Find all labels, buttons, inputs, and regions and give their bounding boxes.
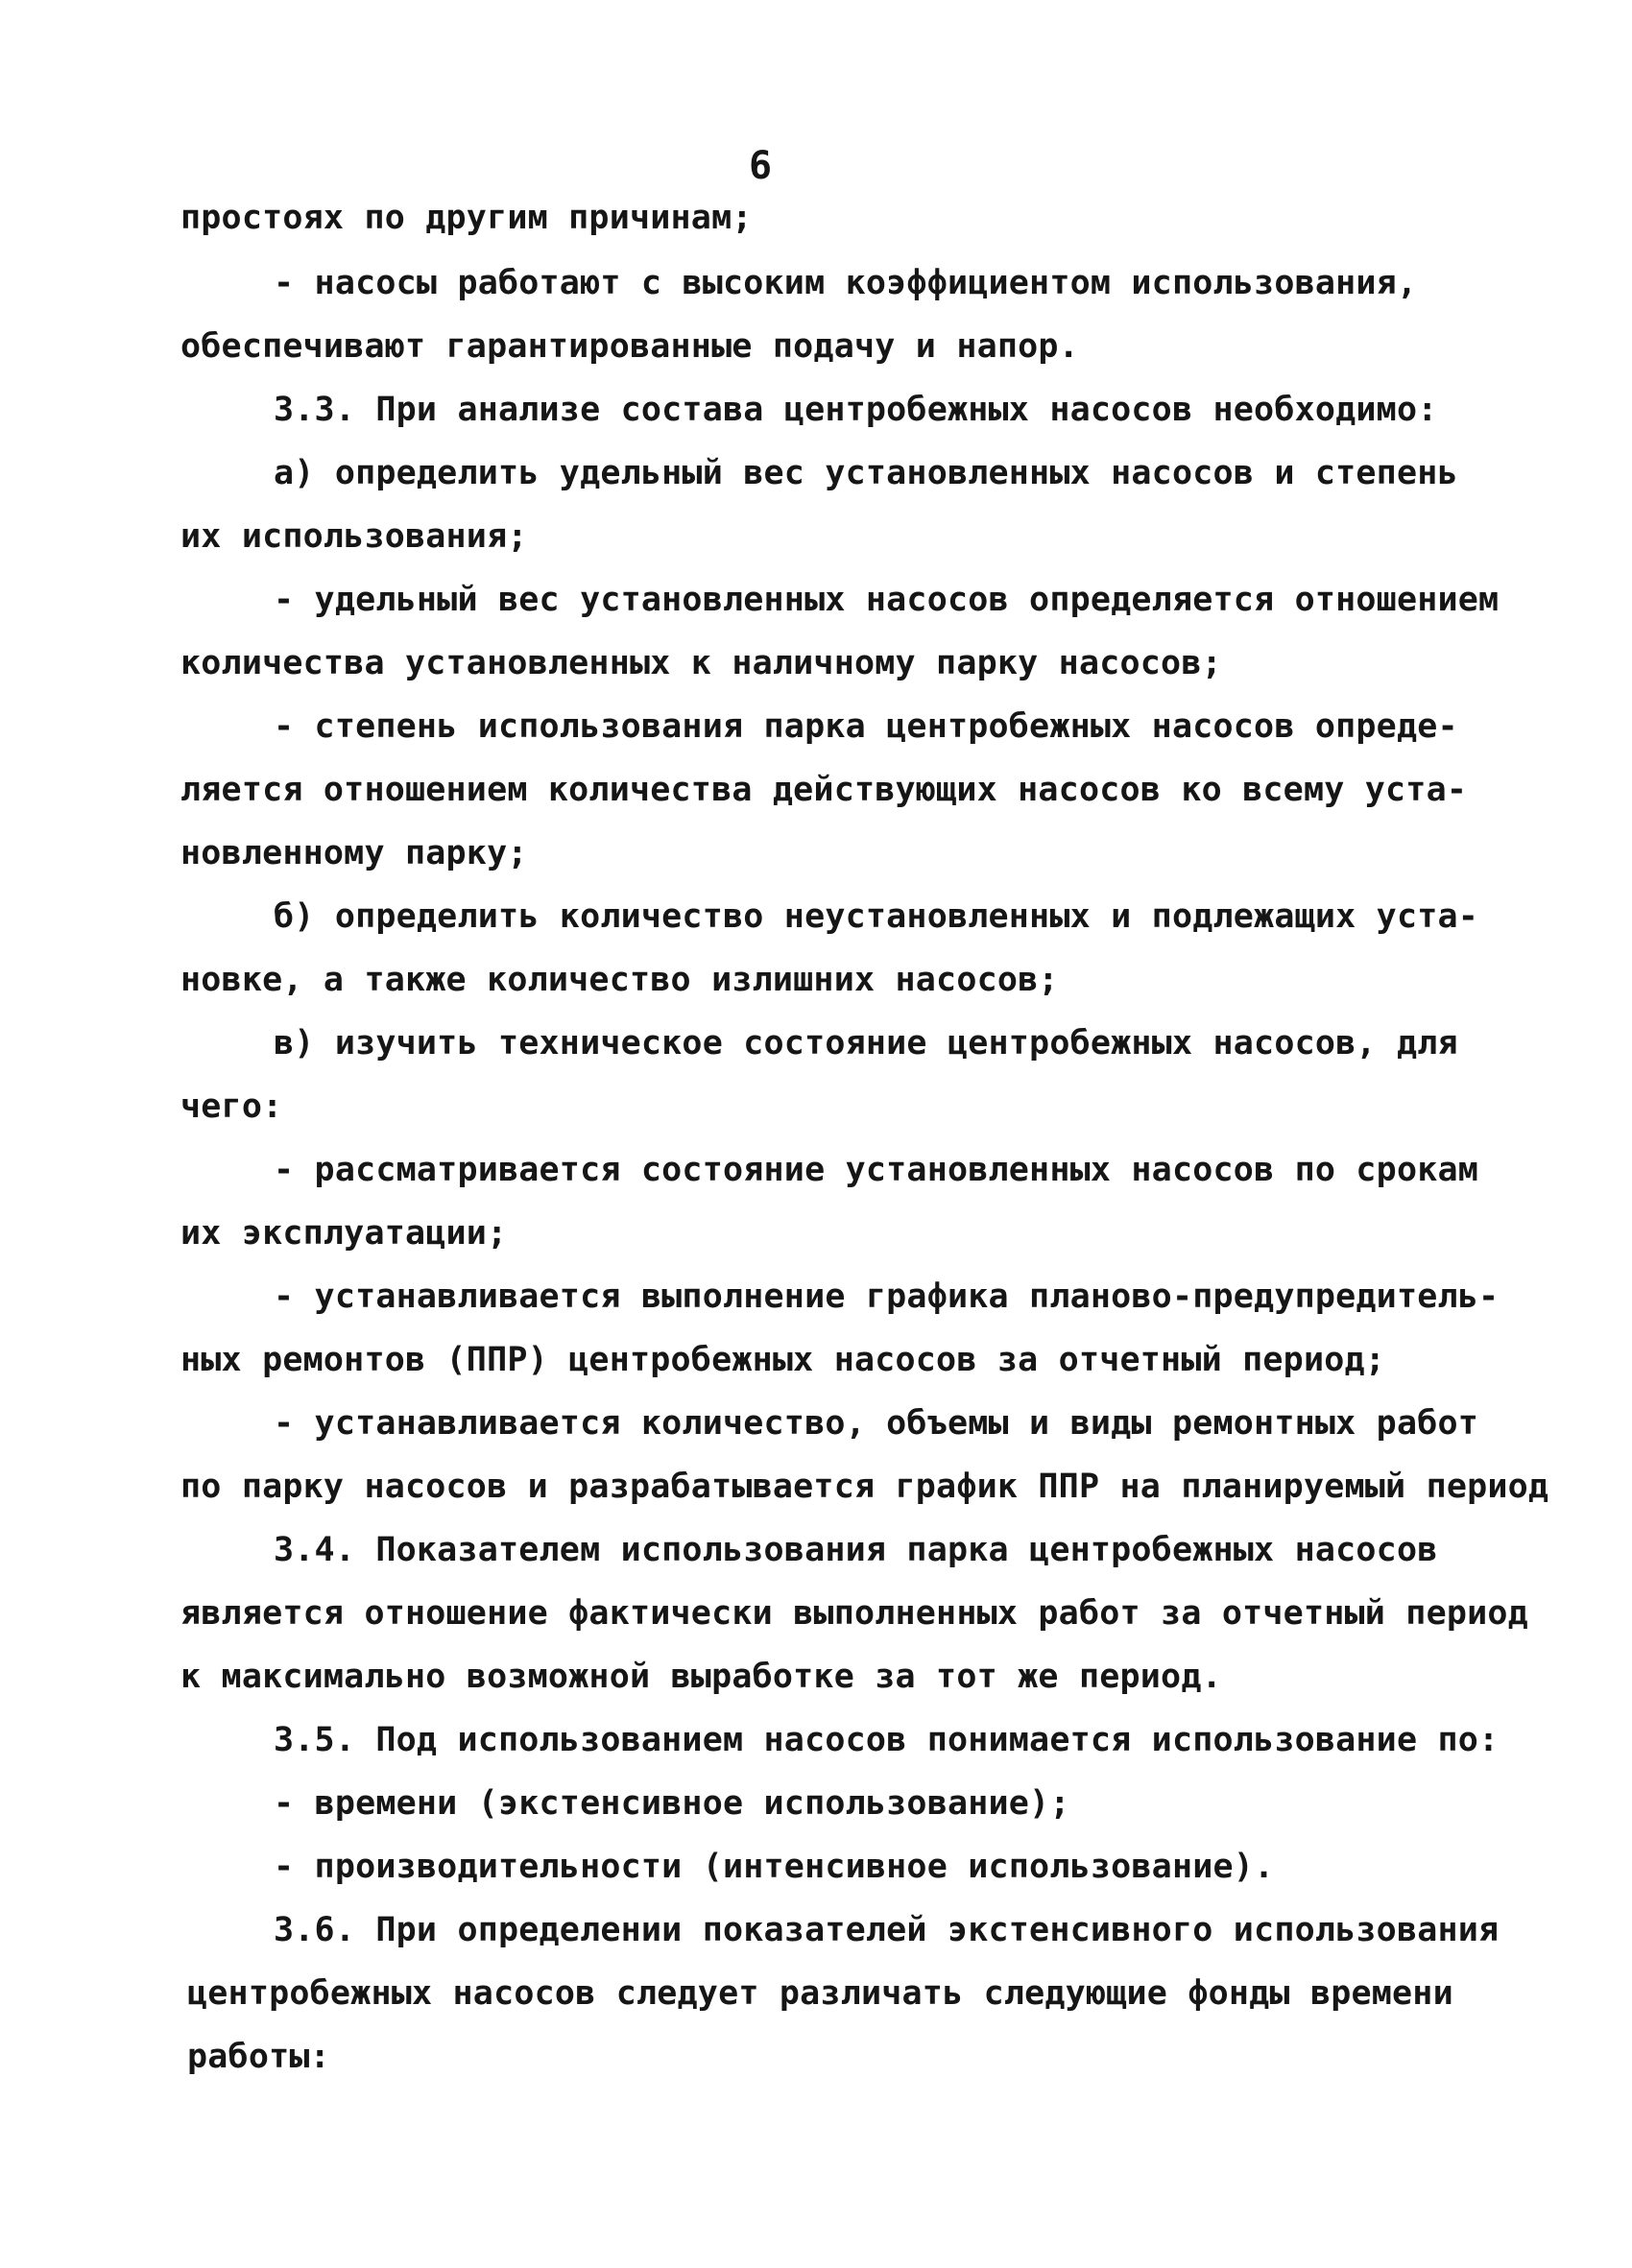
text-line: - рассматривается состояние установленных насосов по срокам (274, 1151, 1479, 1189)
text-line: их эксплуатации; (180, 1214, 508, 1253)
text-line: - времени (экстенсивное использование); (274, 1784, 1070, 1823)
text-line: а) определить удельный вес установленных насосов и степень (274, 454, 1458, 492)
page-number: 6 (749, 144, 773, 188)
text-line: чего: (180, 1087, 283, 1126)
text-line: центробежных насосов следует различать следующие фонды времени (187, 1974, 1453, 2013)
text-line: их использования; (180, 517, 528, 556)
text-line: 3.4. Показателем использования парка центробежных насосов (274, 1531, 1438, 1569)
text-line: - степень использования парка центробежных насосов опреде- (274, 707, 1458, 746)
text-line: является отношение фактически выполненных работ за отчетный период (180, 1594, 1528, 1633)
text-line: по парку насосов и разрабатывается график ППР на планируемый период (180, 1468, 1549, 1506)
text-line: ляется отношением количества действующих насосов ко всему уста- (180, 771, 1468, 809)
text-line: в) изучить техническое состояние центробежных насосов, для (274, 1024, 1458, 1062)
text-line: 3.6. При определении показателей экстенсивного использования (274, 1911, 1500, 1949)
text-line: количества установленных к наличному парку насосов; (180, 644, 1222, 682)
text-line: простоях по другим причинам; (180, 199, 753, 237)
text-line: б) определить количество неустановленных и подлежащих уста- (274, 897, 1479, 936)
text-line: работы: (187, 2038, 330, 2076)
text-line: новке, а также количество излишних насосов; (180, 961, 1059, 999)
text-line: - устанавливается количество, объемы и виды ремонтных работ (274, 1404, 1479, 1443)
text-line: - удельный вес установленных насосов определяется отношением (274, 581, 1500, 619)
text-line: - производительности (интенсивное использование). (274, 1848, 1275, 1886)
text-line: обеспечивают гарантированные подачу и напор. (180, 327, 1079, 366)
text-line: - насосы работают с высоким коэффициентом использования, (274, 264, 1418, 302)
text-line: 3.5. Под использованием насосов понимается использование по: (274, 1721, 1500, 1759)
text-line: новленному парку; (180, 834, 528, 872)
text-line: - устанавливается выполнение графика планово-предупредитель- (274, 1277, 1500, 1316)
text-line: к максимально возможной выработке за тот же период. (180, 1658, 1222, 1696)
text-line: 3.3. При анализе состава центробежных насосов необходимо: (274, 391, 1438, 429)
text-line: ных ремонтов (ППР) центробежных насосов за отчетный период; (180, 1341, 1386, 1379)
